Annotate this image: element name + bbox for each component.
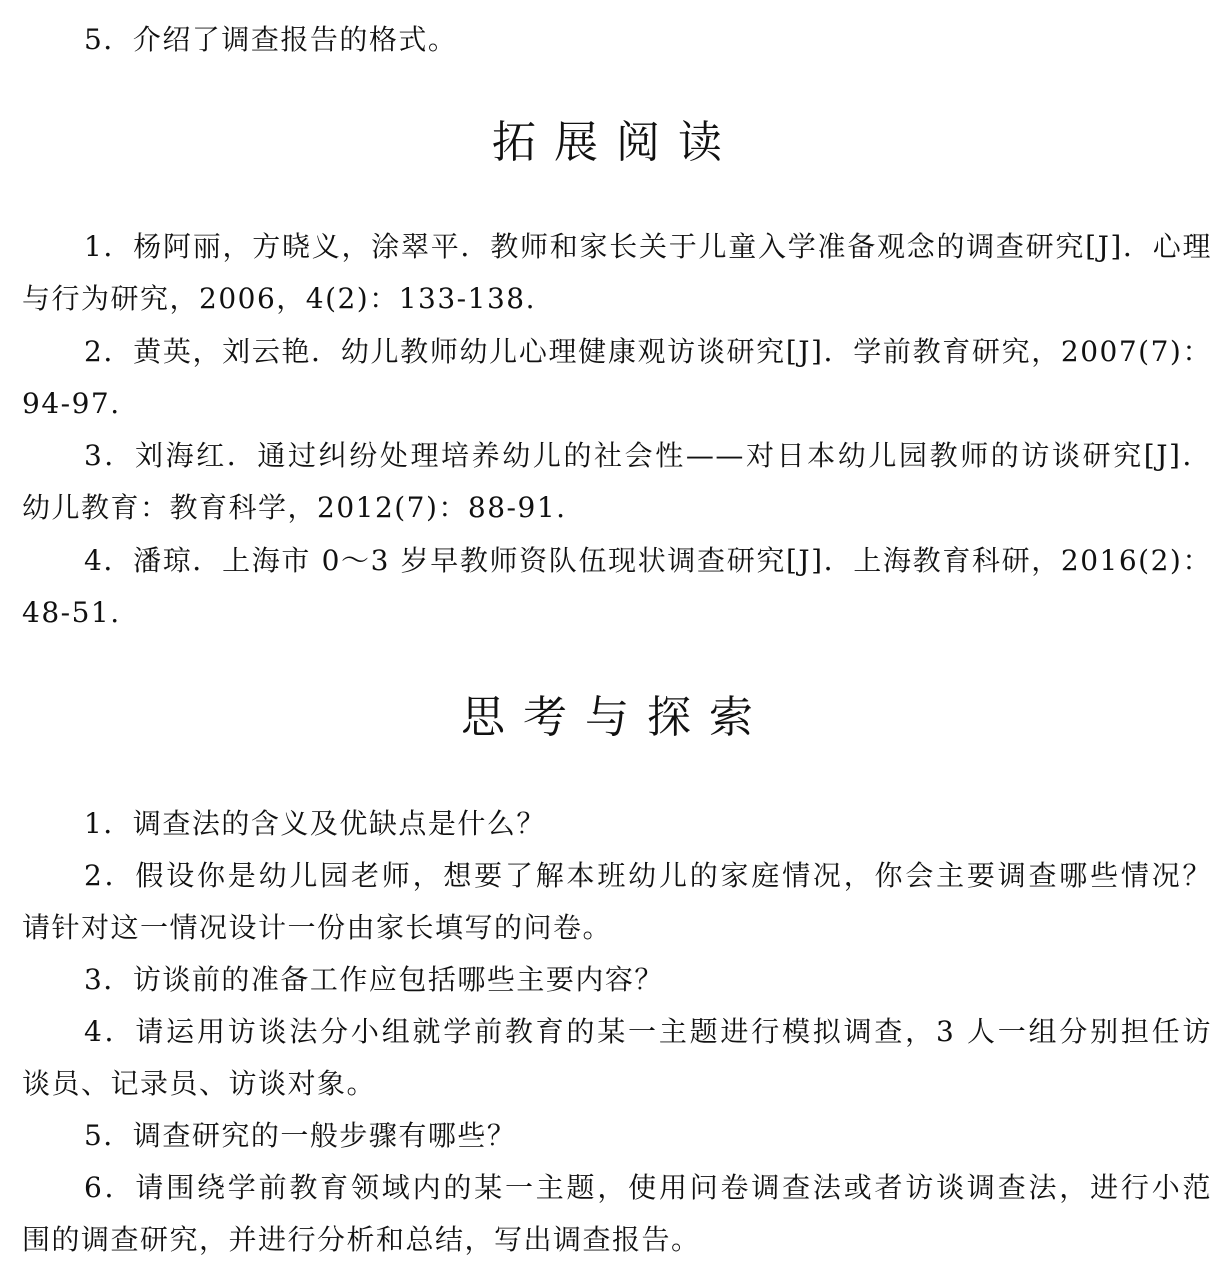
- reference-text-line: 1．杨阿丽，方晓义，涂翠平．教师和家长关于儿童入学准备观念的调查研究[J]．心理: [84, 230, 1212, 263]
- reference-text-line: 幼儿教育：教育科学，2012(7)：88-91.: [22, 491, 567, 524]
- question-text-line: 2．假设你是幼儿园老师，想要了解本班幼儿的家庭情况，你会主要调查哪些情况？: [84, 859, 1212, 892]
- reference-text-line: 4．潘琼．上海市 0～3 岁早教师资队伍现状调查研究[J]．上海教育科研，2016(2)：: [84, 544, 1212, 577]
- question-text-line: 4．请运用访谈法分小组就学前教育的某一主题进行模拟调查，3 人一组分别担任访: [84, 1015, 1212, 1048]
- reference-text-line: 2．黄英，刘云艳．幼儿教师幼儿心理健康观访谈研究[J]．学前教育研究，2007(7)：: [84, 335, 1212, 368]
- question-text-line: 3．访谈前的准备工作应包括哪些主要内容？: [84, 963, 664, 996]
- question-text-line: 围的调查研究，并进行分析和总结，写出调查报告。: [22, 1223, 701, 1256]
- question-text-line: 5．调查研究的一般步骤有哪些？: [84, 1119, 517, 1152]
- question-text-line: 1．调查法的含义及优缺点是什么？: [84, 807, 546, 840]
- summary-item-5: 5．介绍了调查报告的格式。: [84, 23, 458, 56]
- section-title-thinking-exploration: 思考与探索: [461, 692, 771, 743]
- reference-text-line: 48-51.: [22, 596, 121, 629]
- reference-text-line: 94-97.: [22, 387, 121, 420]
- question-text-line: 6．请围绕学前教育领域内的某一主题，使用问卷调查法或者访谈调查法，进行小范: [84, 1171, 1212, 1204]
- reference-text-line: 与行为研究，2006，4(2)：133-138.: [22, 282, 536, 315]
- question-text-line: 请针对这一情况设计一份由家长填写的问卷。: [22, 911, 613, 944]
- reference-text-line: 3．刘海红．通过纠纷处理培养幼儿的社会性——对日本幼儿园教师的访谈研究[J]．: [84, 439, 1212, 472]
- question-text-line: 谈员、记录员、访谈对象。: [22, 1067, 377, 1100]
- section-title-extended-reading: 拓展阅读: [492, 117, 740, 168]
